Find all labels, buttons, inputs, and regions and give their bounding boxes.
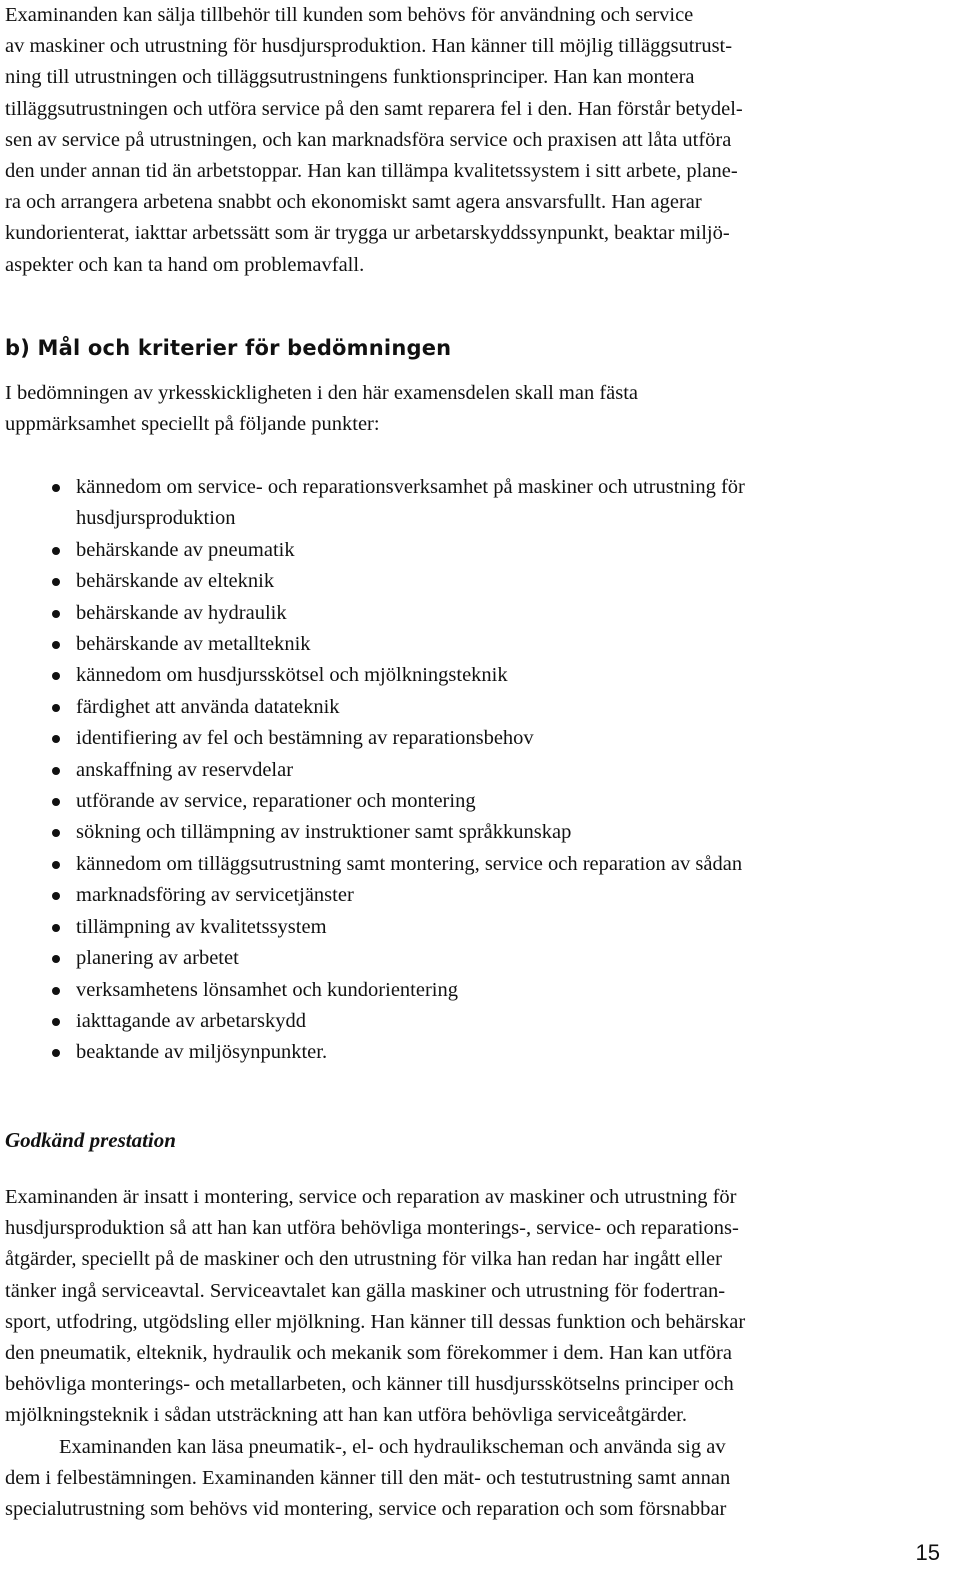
list-item: verksamhetens lönsamhet och kundorientering — [0, 975, 935, 1006]
text-line: Examinanden är insatt i montering, service och reparation av maskiner och utrustning för — [5, 1186, 737, 1208]
text-line: tänker ingå serviceavtal. Serviceavtalet kan gälla maskiner och utrustning för fodertran- — [5, 1279, 726, 1302]
page-number: 15 — [915, 1540, 940, 1565]
text-line: ning till utrustningen och tilläggsutrustningens funktionsprinciper. Han kan montera — [5, 66, 695, 89]
bullet-icon — [52, 610, 60, 618]
text-line: I bedömningen av yrkesskickligheten i den här examensdelen skall man fästa — [5, 382, 639, 404]
text-line: mjölkningsteknik i sådan utsträckning att han kan utföra behövliga serviceåtgärder. — [5, 1404, 687, 1427]
list-item: kännedom om husdjursskötsel och mjölkningsteknik — [0, 660, 935, 691]
text-line: behövliga monterings- och metallarbeten, och känner till husdjursskötselns principer och — [5, 1373, 734, 1396]
section-heading: b) Mål och kriterier för bedömningen — [5, 336, 452, 360]
intro-paragraph — [5, 0, 940, 281]
bullet-icon — [52, 735, 60, 743]
text-line: Examinanden kan sälja tillbehör till kunden som behövs för användning och service — [5, 4, 694, 26]
approved-heading: Godkänd prestation — [5, 1128, 176, 1152]
criteria-list — [0, 472, 935, 1069]
list-item: kännedom om tilläggsutrustning samt montering, service och reparation av sådan — [0, 849, 935, 880]
assessment-intro — [5, 378, 940, 440]
list-item: behärskande av hydraulik — [0, 598, 935, 629]
text-line: åtgärder, speciellt på de maskiner och den utrustning för vilka han redan har ingått eller — [5, 1248, 722, 1271]
bullet-icon — [52, 861, 60, 869]
bullet-icon — [52, 798, 60, 806]
text-line: ra och arrangera arbetena snabbt och ekonomiskt samt agera ansvarsfullt. Han agerar — [5, 191, 702, 214]
text-line: av maskiner och utrustning för husdjursproduktion. Han känner till möjlig tilläggsutrust- — [5, 35, 733, 58]
approved-paragraph-1 — [5, 1182, 940, 1432]
list-item-continuation: husdjursproduktion — [76, 507, 236, 530]
bullet-icon — [52, 704, 60, 712]
text-line: specialutrustning som behövs vid montering, service och reparation och som försnabbar — [5, 1498, 727, 1521]
bullet-icon — [52, 672, 60, 680]
bullet-icon — [52, 892, 60, 900]
text-line: den pneumatik, elteknik, hydraulik och mekanik som förekommer i dem. Han kan utföra — [5, 1342, 732, 1365]
list-item: planering av arbetet — [0, 943, 935, 974]
text-line: uppmärksamhet speciellt på följande punkter: — [5, 413, 380, 436]
list-item: behärskande av metallteknik — [0, 629, 935, 660]
bullet-icon — [52, 829, 60, 837]
list-item: tillämpning av kvalitetssystem — [0, 912, 935, 943]
list-item: marknadsföring av servicetjänster — [0, 880, 935, 911]
text-line: den under annan tid än arbetstoppar. Han kan tillämpa kvalitetssystem i sitt arbete, plane- — [5, 160, 738, 183]
list-item: anskaffning av reservdelar — [0, 755, 935, 786]
list-item: utförande av service, reparationer och montering — [0, 786, 935, 817]
text-line: tilläggsutrustningen och utföra service på den samt reparera fel i den. Han förstår betydel- — [5, 97, 743, 120]
list-item: identifiering av fel och bestämning av reparationsbehov — [0, 723, 935, 754]
bullet-icon — [52, 1018, 60, 1026]
bullet-icon — [52, 987, 60, 995]
text-line: sport, utfodring, utgödsling eller mjölkning. Han känner till dessas funktion och behärskar — [5, 1310, 746, 1333]
bullet-icon — [52, 955, 60, 963]
text-line: husdjursproduktion så att han kan utföra behövliga monterings-, service- och reparations- — [5, 1217, 739, 1240]
bullet-icon — [52, 641, 60, 649]
bullet-icon — [52, 484, 60, 492]
bullet-icon — [52, 578, 60, 586]
list-item: kännedom om service- och reparationsverksamhet på maskiner och utrustning för — [0, 472, 935, 503]
bullet-icon — [52, 924, 60, 932]
list-item: färdighet att använda datateknik — [0, 692, 935, 723]
list-item: iakttagande av arbetarskydd — [0, 1006, 935, 1037]
list-item: behärskande av elteknik — [0, 566, 935, 597]
text-line: kundorienterat, iakttar arbetssätt som är trygga ur arbetarskyddssynpunkt, beaktar miljö- — [5, 222, 730, 245]
text-line: sen av service på utrustningen, och kan marknadsföra service och praxisen att låta utföra — [5, 128, 732, 151]
list-item: sökning och tillämpning av instruktioner samt språkkunskap — [0, 817, 935, 848]
text-line: aspekter och kan ta hand om problemavfall. — [5, 253, 365, 276]
bullet-icon — [52, 547, 60, 555]
approved-paragraph-2 — [5, 1432, 940, 1526]
bullet-icon — [52, 767, 60, 775]
list-item: behärskande av pneumatik — [0, 535, 935, 566]
text-line: dem i felbestämningen. Examinanden känner till den mät- och testutrustning samt annan — [5, 1467, 731, 1490]
text-line: Examinanden kan läsa pneumatik-, el- och hydraulikscheman och använda sig av — [59, 1436, 726, 1458]
list-item: beaktande av miljösynpunkter. — [0, 1037, 935, 1068]
bullet-icon — [52, 1049, 60, 1057]
